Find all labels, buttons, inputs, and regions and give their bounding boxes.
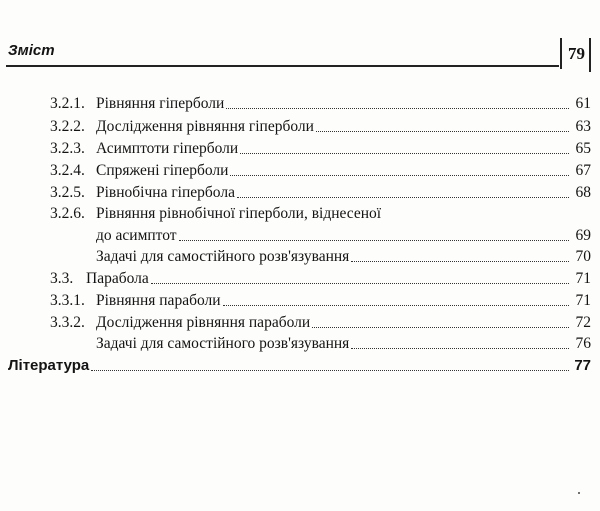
toc-entry[interactable] [96, 334, 591, 353]
toc-entry-page: 70 [575, 248, 591, 265]
toc-entry-page: 61 [575, 95, 591, 112]
dot-leader [179, 240, 569, 241]
toc-entry-number: 3.2.3. [50, 140, 85, 157]
toc-entry-number: 3.2.4. [50, 162, 85, 179]
toc-entry-title: Задачі для самостійного розв'язування [96, 335, 350, 352]
toc-entry-number: 3.2.5. [50, 184, 85, 201]
dot-leader [230, 175, 569, 176]
toc-entry-page: 63 [575, 118, 591, 135]
toc-entry[interactable] [50, 269, 591, 288]
dot-leader [351, 261, 569, 262]
toc-entry-title: Література [8, 357, 90, 374]
toc-entry-page: 76 [575, 335, 591, 352]
toc-entry[interactable] [50, 117, 591, 136]
dot-leader [226, 108, 569, 109]
toc-entry-number: 3.2.2. [50, 118, 85, 135]
toc-entry[interactable] [50, 94, 591, 113]
toc-entry-title: Задачі для самостійного розв'язування [96, 248, 350, 265]
page-number: 79 [560, 38, 591, 69]
toc-entry-page: 65 [575, 140, 591, 157]
toc-entry[interactable] [96, 247, 591, 266]
toc-entry-title: Дослідження рівняння параболи [96, 314, 311, 331]
toc-entry-title: Рівняння параболи [96, 292, 221, 309]
toc-entry[interactable] [50, 183, 591, 202]
stray-mark [578, 492, 580, 494]
toc-entry-title: Асимптоти гіперболи [96, 140, 239, 157]
toc-entry-continuation[interactable] [96, 226, 591, 245]
toc-entry[interactable] [50, 291, 591, 310]
toc-entry-number: 3.2.1. [50, 95, 85, 112]
toc-entry-page: 71 [575, 292, 591, 309]
header-title: Зміст [8, 42, 55, 59]
toc-entry-title: Спряжені гіперболи [96, 162, 229, 179]
toc-entry-title: Парабола [86, 270, 149, 287]
toc-entry-page: 77 [574, 357, 591, 374]
toc-entry-page: 67 [575, 162, 591, 179]
dot-leader [223, 305, 569, 306]
toc-entry-title: Рівняння гіперболи [96, 95, 225, 112]
dot-leader [316, 131, 569, 132]
toc-entry[interactable] [50, 161, 591, 180]
toc-entry-number: 3.2.6. [50, 205, 85, 222]
toc-entry-page: 72 [575, 314, 591, 331]
dot-leader [312, 327, 569, 328]
toc-entry-title-continuation: до асимптот [96, 227, 177, 244]
toc-entry[interactable] [50, 139, 591, 158]
dot-leader [237, 197, 569, 198]
dot-leader [351, 348, 569, 349]
toc-entry-title: Рівняння рівнобічної гіперболи, віднесеної [96, 205, 382, 222]
toc-entry[interactable] [50, 313, 591, 332]
toc-entry-number: 3.3. [50, 270, 74, 287]
toc-entry-number: 3.3.1. [50, 292, 85, 309]
toc-entry-literature[interactable] [8, 356, 591, 375]
toc-entry-page: 69 [575, 227, 591, 244]
toc-entry[interactable] [50, 204, 591, 223]
toc-entry-title: Рівнобічна гіпербола [96, 184, 235, 201]
toc-entry-title: Дослідження рівняння гіперболи [96, 118, 314, 135]
dot-leader [240, 153, 569, 154]
toc-entry-page: 71 [575, 270, 591, 287]
toc-entry-page: 68 [575, 184, 591, 201]
toc-entry-number: 3.3.2. [50, 314, 85, 331]
dot-leader [91, 370, 569, 371]
dot-leader [151, 283, 569, 284]
